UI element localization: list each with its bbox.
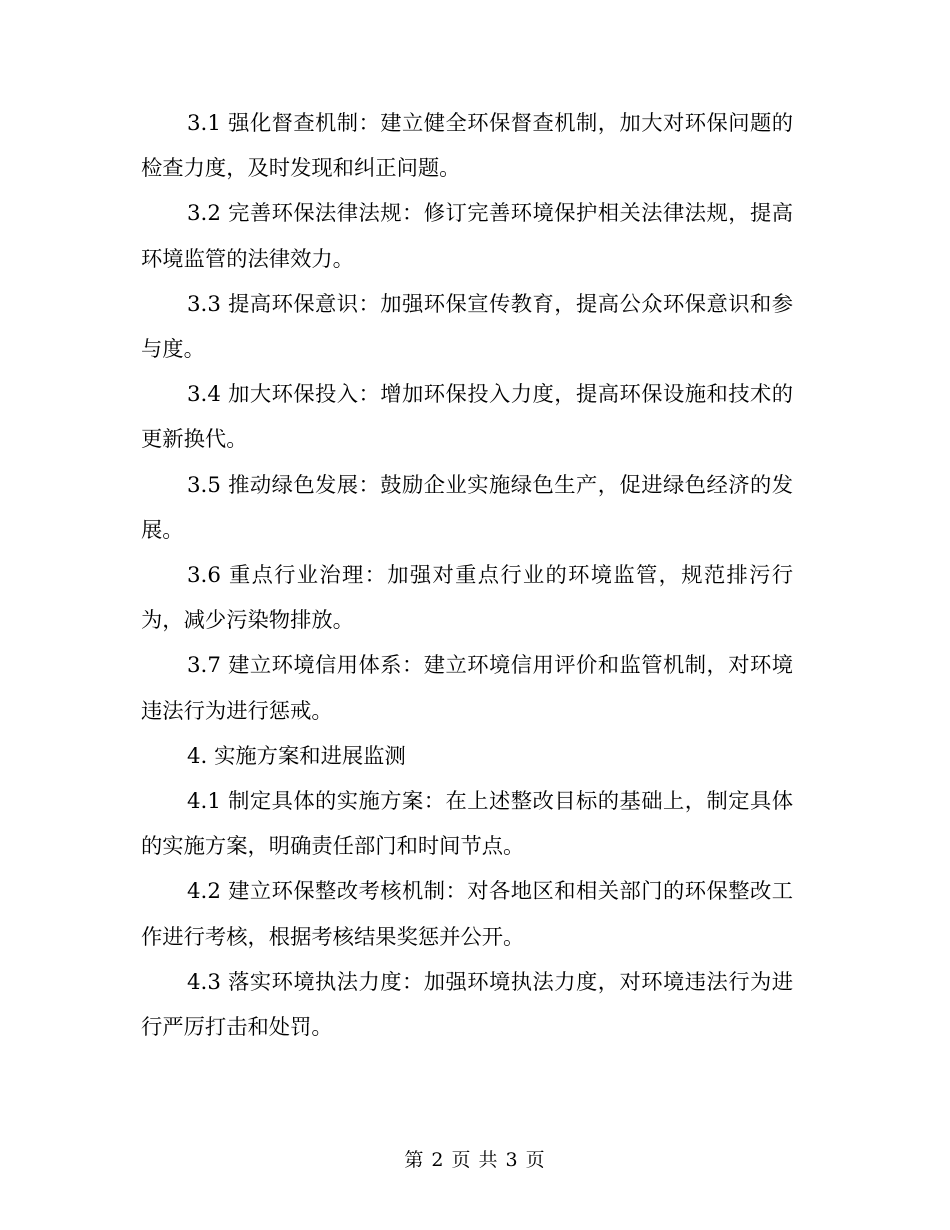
page-number-footer: 第 2 页 共 3 页: [404, 1149, 546, 1171]
paragraph-3-4: 3.4 加大环保投入：增加环保投入力度，提高环保设施和技术的更新换代。: [141, 382, 793, 453]
paragraph-3-7: 3.7 建立环境信用体系：建立环境信用评价和监管机制，对环境违法行为进行惩戒。: [141, 653, 793, 724]
section-heading-4: 4. 实施方案和进展监测: [187, 743, 406, 769]
paragraph-3-1: 3.1 强化督查机制：建立健全环保督查机制，加大对环保问题的检查力度，及时发现和纠正问题。: [141, 111, 793, 182]
paragraph-3-3: 3.3 提高环保意识：加强环保宣传教育，提高公众环保意识和参与度。: [141, 291, 793, 363]
paragraph-3-2: 3.2 完善环保法律法规：修订完善环境保护相关法律法规，提高环境监管的法律效力。: [141, 201, 793, 272]
paragraph-3-5: 3.5 推动绿色发展：鼓励企业实施绿色生产，促进绿色经济的发展。: [141, 472, 793, 543]
paragraph-3-6: 3.6 重点行业治理：加强对重点行业的环境监管，规范排污行为，减少污染物排放。: [141, 563, 793, 634]
paragraph-4-1: 4.1 制定具体的实施方案：在上述整改目标的基础上，制定具体的实施方案，明确责任部门和时间节点。: [141, 789, 793, 860]
paragraph-4-3: 4.3 落实环境执法力度：加强环境执法力度，对环境违法行为进行严厉打击和处罚。: [141, 969, 793, 1041]
document-body: [141, 101, 793, 1050]
paragraph-4-2: 4.2 建立环保整改考核机制：对各地区和相关部门的环保整改工作进行考核，根据考核结果奖惩并公开。: [141, 879, 793, 950]
